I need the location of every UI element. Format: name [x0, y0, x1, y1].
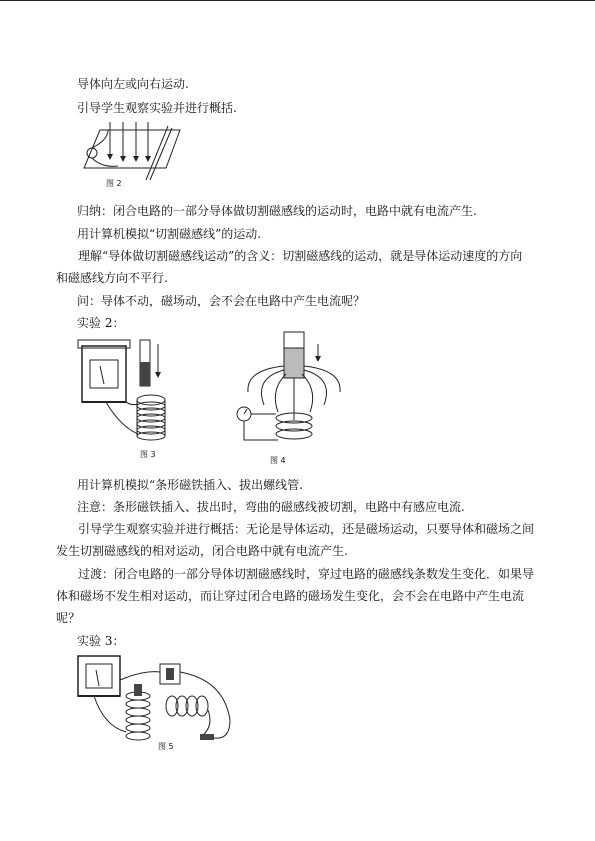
figure-2	[78, 118, 188, 190]
paragraph-summary: 归纳：闭合电路的一部分导体做切割磁感线的运动时，电路中就有电流产生.	[77, 204, 477, 218]
heading-experiment-2: 实验 2：	[77, 316, 125, 330]
paragraph-computer-sim-magnet: 用计算机模拟“条形磁铁插入、拔出螺线管.	[77, 478, 303, 492]
paragraph-meaning: 理解“导体做切割磁感线运动”的含义：切割磁感线的运动，就是导体运动速度的方向和磁感线方向不平行.	[56, 249, 523, 285]
figure-3	[76, 334, 186, 459]
figure-3-drawing	[76, 334, 186, 459]
figure-5-drawing	[74, 650, 244, 755]
figure-4	[234, 330, 344, 465]
paragraph-note: 注意：条形磁铁插入、拔出时，弯曲的磁感线被切割，电路中有感应电流.	[77, 500, 465, 514]
figure-5	[74, 650, 244, 755]
paragraph-transition: 过渡：闭合电路的一部分导体切割磁感线时，穿过电路的磁感线条数发生变化．如果导体和磁场不发生相对运动，而让穿过闭合电路的磁场发生变化，会不会在电路中产生电流呢？	[56, 567, 535, 625]
figure-2-caption: 图 2	[106, 179, 122, 188]
paragraph-guide-observe: 引导学生观察实验并进行概括.	[77, 101, 237, 115]
figure-5-caption: 图 5	[158, 742, 174, 751]
paragraph-computer-sim-cut: 用计算机模拟“切割磁感线”的运动.	[77, 227, 262, 241]
heading-experiment-3: 实验 3：	[77, 634, 125, 648]
figure-4-drawing	[234, 330, 344, 465]
figure-3-caption: 图 3	[140, 450, 156, 459]
figure-2-drawing	[78, 118, 188, 190]
figure-4-caption: 图 4	[270, 456, 286, 465]
page-top-rule	[0, 0, 595, 1]
paragraph-conclusion: 引导学生观察实验并进行概括：无论是导体运动，还是磁场运动，只要导体和磁场之间发生切割磁感线的相对运动，闭合电路中就有电流产生.	[56, 522, 535, 558]
paragraph-conductor-motion: 导体向左或向右运动.	[77, 77, 189, 91]
paragraph-question: 问：导体不动，磁场动，会不会在电路中产生电流呢？	[77, 294, 366, 308]
